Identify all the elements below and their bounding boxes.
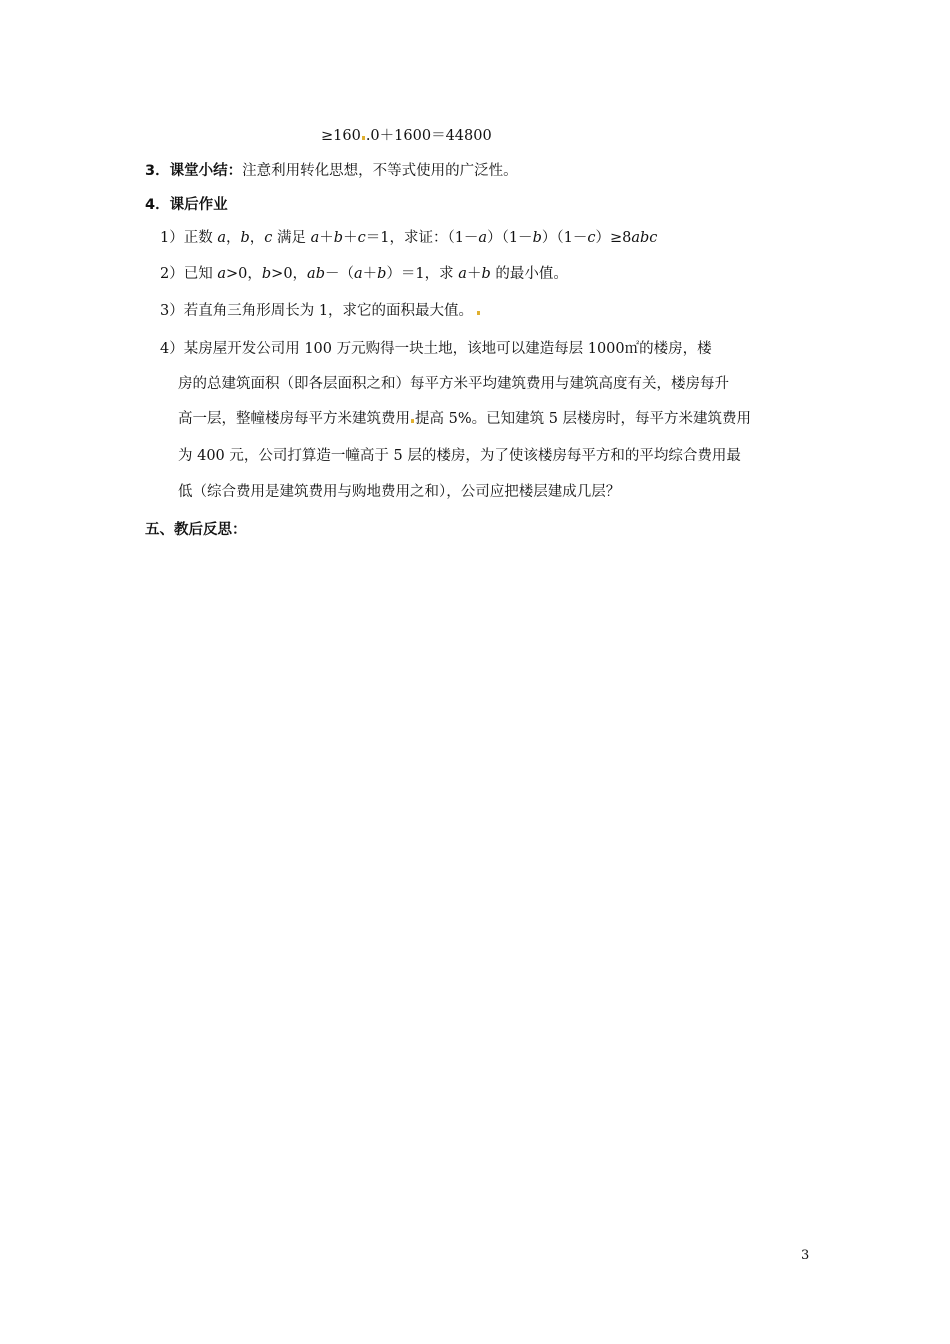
q3-text: 3）若直角三角形周长为 1，求它的面积最大值。 <box>160 303 474 319</box>
var-b: b <box>532 230 542 246</box>
var-b: b <box>240 230 250 246</box>
q4-line3-part2: 提高 5%。已知建筑 5 层楼房时，每平方米建筑费用 <box>415 411 752 427</box>
var-c: c <box>587 230 596 246</box>
question-4-line-3 <box>178 409 751 429</box>
question-2 <box>160 264 568 284</box>
var-a: a <box>353 266 363 282</box>
var-a: a <box>478 230 488 246</box>
q1-op: ＋ <box>319 230 334 246</box>
summary-text: 注意利用转化思想，不等式使用的广泛性。 <box>242 163 518 179</box>
var-a: a <box>217 266 226 282</box>
var-abc: abc <box>631 230 658 246</box>
question-4-line-1: 4）某房屋开发公司用 100 万元购得一块土地，该地可以建造每层 1000㎡的楼房，楼 <box>160 341 712 357</box>
q1-prefix: 1）正数 <box>160 230 218 246</box>
var-c: c <box>264 230 273 246</box>
summary-label: 3．课堂小结： <box>145 163 243 179</box>
formula-part-1: ≥160 <box>321 128 361 144</box>
question-4-line-2: 房的总建筑面积（即各层面积之和）每平方米平均建筑费用与建筑高度有关，楼房每升 <box>178 376 729 392</box>
q2-text: 的最小值。 <box>490 266 568 282</box>
q1-text: 满足 <box>272 230 311 246</box>
q2-text: >0， <box>226 266 262 282</box>
q1-text: ＝1，求证：（1－ <box>365 230 479 246</box>
q4-line3-part1: 高一层，整幢楼房每平方米建筑费用 <box>178 411 410 427</box>
var-ab: ab <box>307 266 325 282</box>
reflection-heading: 五、教后反思： <box>145 522 247 538</box>
q2-prefix: 2）已知 <box>160 266 218 282</box>
q2-text: >0， <box>271 266 308 282</box>
question-4-line-5: 低（综合费用是建筑费用与购地费用之和），公司应把楼层建成几层？ <box>178 484 621 500</box>
q1-text: ）≥8 <box>595 230 632 246</box>
var-a: a <box>217 230 226 246</box>
summary-line <box>145 161 518 181</box>
q1-text: ）（1－ <box>541 230 588 246</box>
q1-text: ）（1－ <box>487 230 533 246</box>
page-number: 3 <box>801 1248 810 1263</box>
q2-op: ＋ <box>362 266 378 282</box>
var-a: a <box>310 230 320 246</box>
q1-sep: ， <box>249 230 265 246</box>
annotation-mark <box>411 419 414 423</box>
question-3 <box>160 301 481 321</box>
q2-op: ＋ <box>466 266 482 282</box>
q1-op: ＋ <box>343 230 358 246</box>
annotation-mark <box>362 136 365 140</box>
formula-line <box>321 126 492 146</box>
q2-text: ）＝1，求 <box>386 266 459 282</box>
question-1 <box>160 228 657 248</box>
var-b: b <box>377 266 387 282</box>
var-b: b <box>481 266 491 282</box>
var-b: b <box>261 266 272 282</box>
annotation-mark <box>477 311 480 315</box>
formula-part-2: .0＋1600＝44800 <box>365 128 492 144</box>
var-a: a <box>458 266 467 282</box>
q1-sep: ， <box>226 230 241 246</box>
question-4-line-4: 为 400 元，公司打算造一幢高于 5 层的楼房，为了使该楼房每平方和的平均综合费用最 <box>178 448 741 464</box>
var-c: c <box>357 230 366 246</box>
homework-heading: 4．课后作业 <box>145 197 228 213</box>
var-b: b <box>333 230 344 246</box>
q2-text: －（ <box>324 266 354 282</box>
